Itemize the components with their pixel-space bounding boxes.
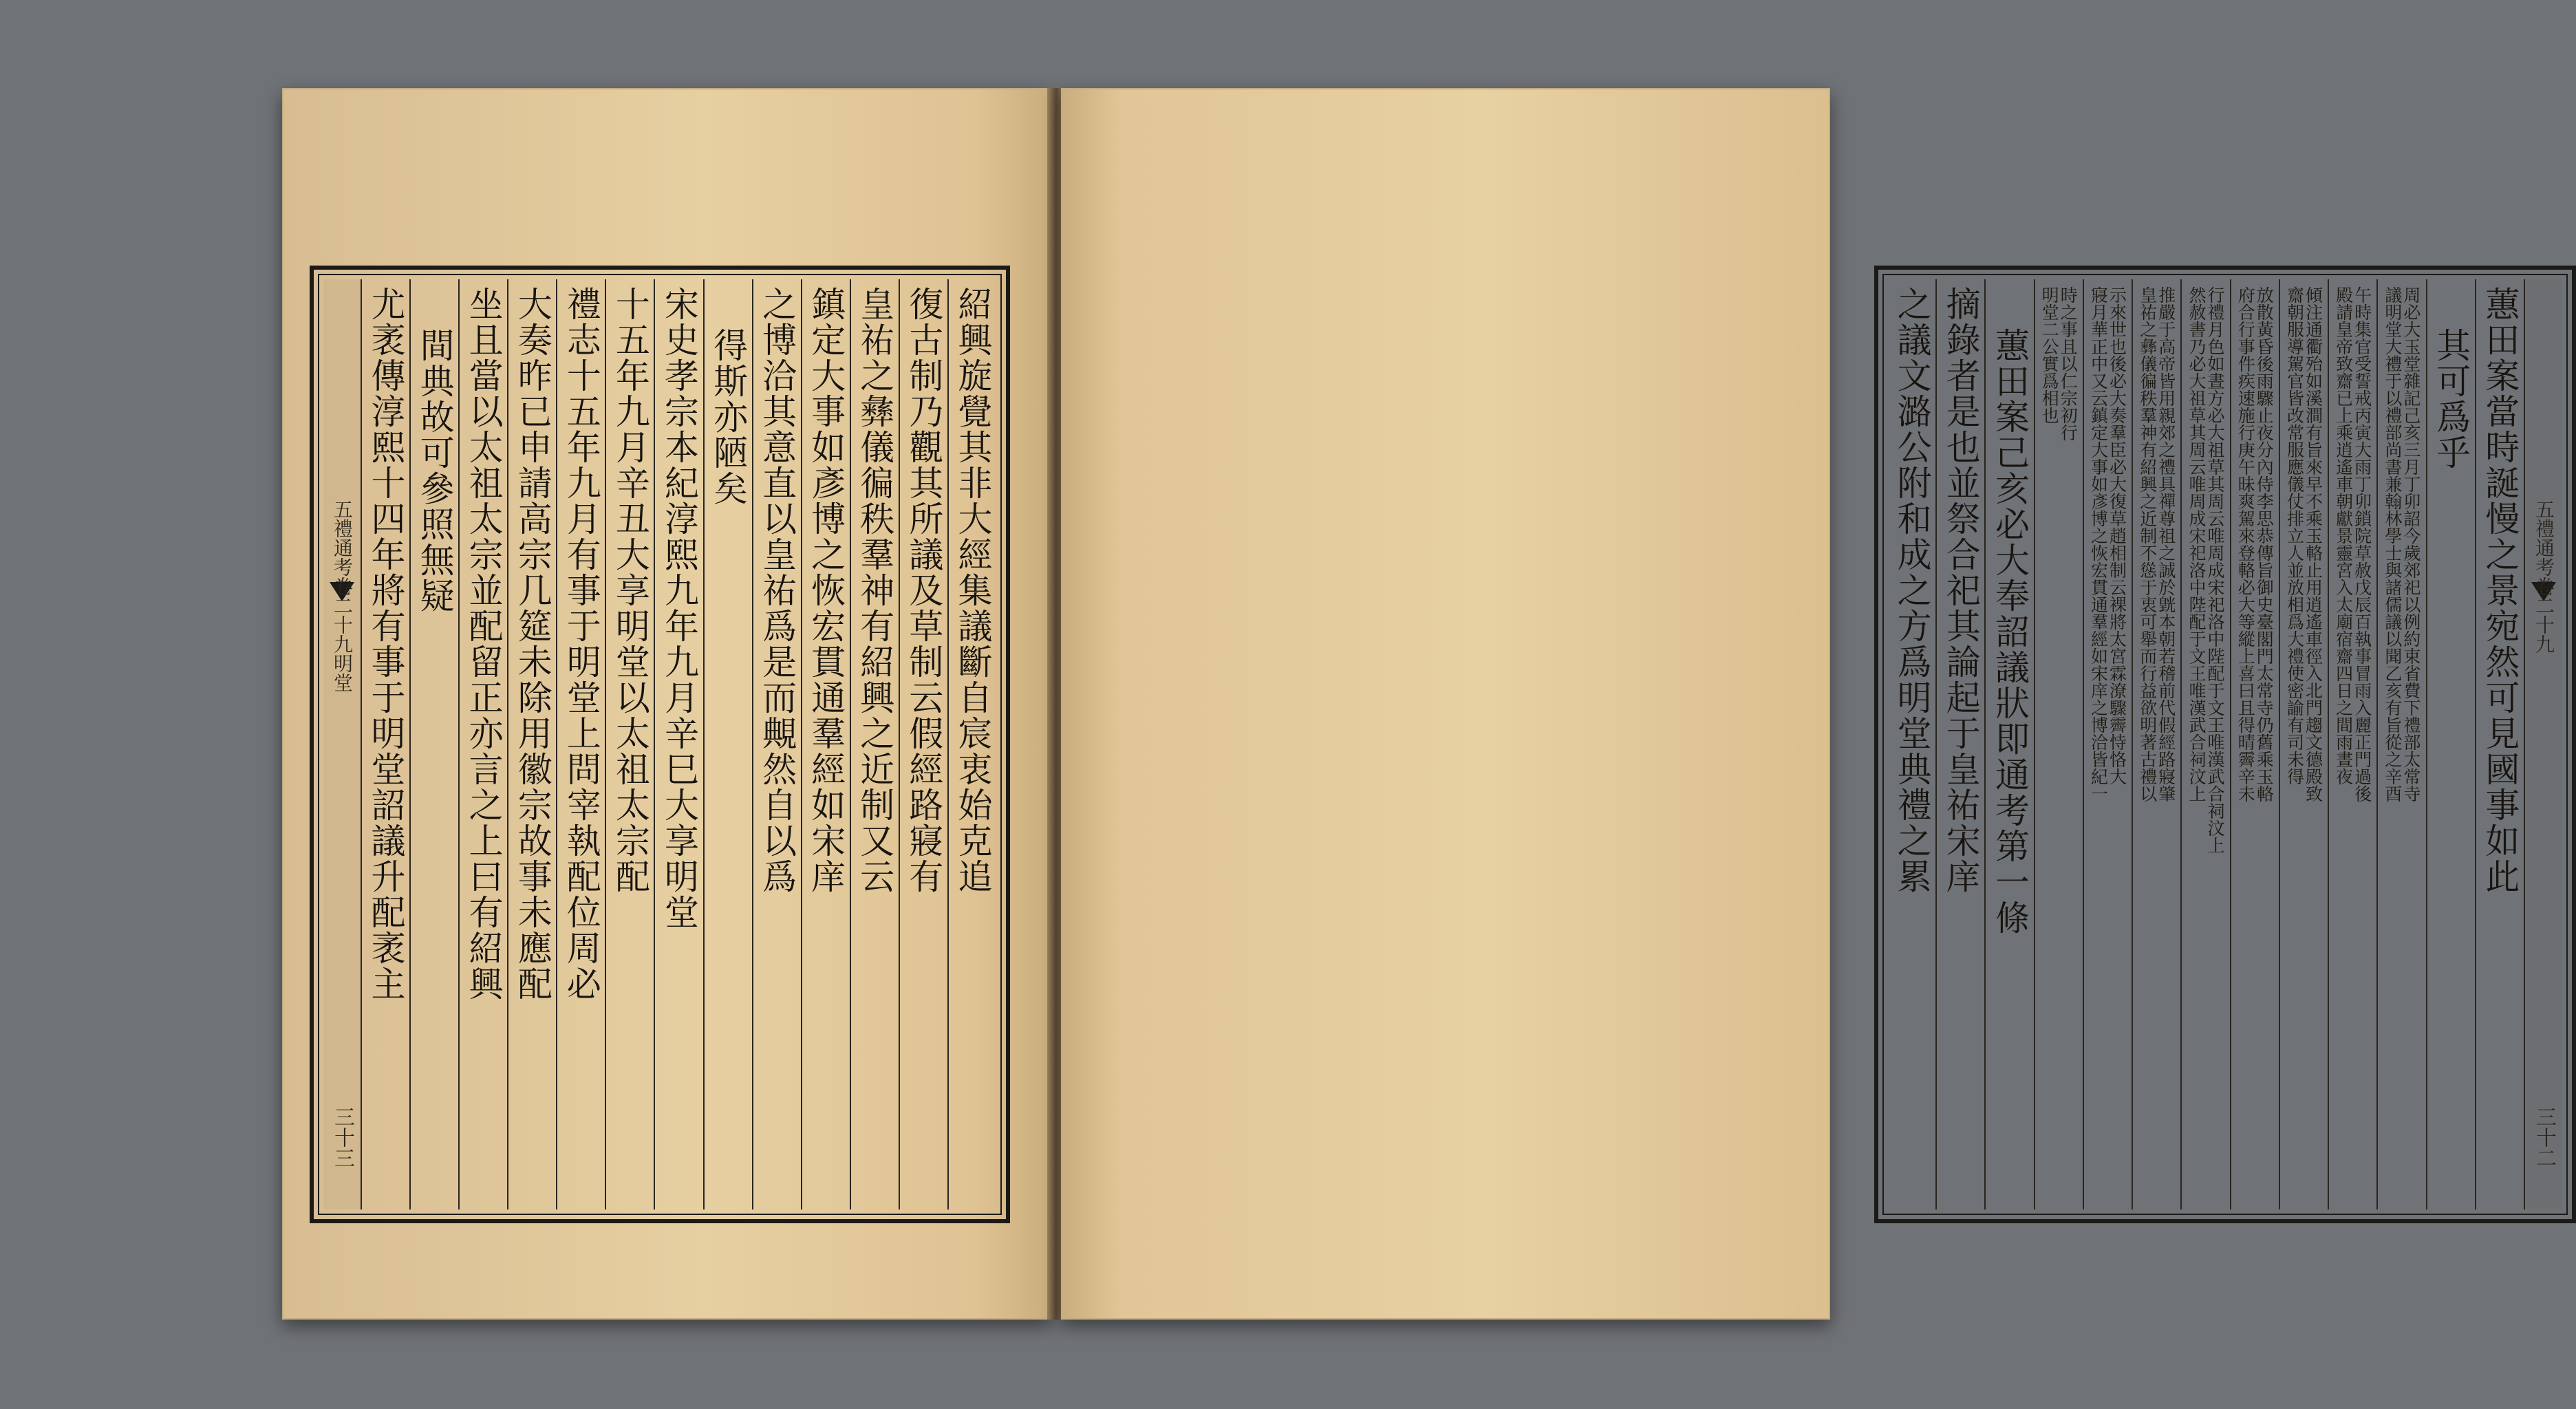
main-text-line: 蕙田案當時誕慢之景宛然可見國事如此 (2480, 286, 2520, 894)
commentary-left-line: 皇祐之彝儀徧秩羣神有紹興之近制不慫于衷可舉而行益欲明著古禮以 (2137, 286, 2158, 802)
commentary-double-line (2237, 286, 2273, 802)
text-column (2279, 279, 2328, 1209)
text-column (458, 279, 507, 1209)
commentary-left-line: 府合行事件疾速施行庚午昧爽駕來登輅必大等縱上喜曰且得晴霽辛未 (2235, 286, 2256, 802)
text-column (2475, 279, 2524, 1209)
main-text-line: 十五年九月辛丑大享明堂以太祖太宗配 (610, 286, 650, 894)
text-column (703, 279, 752, 1209)
commentary-right-line: 午時集官受誓戒丙寅大雨丁卯鎖院草赦戊辰百執事冒雨入麗正門過後 (2352, 286, 2372, 802)
left-text-frame (310, 266, 1010, 1223)
commentary-right-line: 推嚴于高帝皆用親郊之禮具禪尊祖之誠於皝本朝若稽前代假經路寢肇 (2156, 286, 2176, 802)
main-text-line: 禮志十五年九月有事于明堂上問宰執配位周必 (561, 286, 601, 1002)
commentary-right-line: 放散黃昏後雨驟止夜分內侍李思恭傳旨御史臺閣門太常寺仍舊乘玉輅 (2254, 286, 2275, 802)
main-text-line: 鎮定大事如彥博之恢宏貫通羣經如宋庠 (806, 286, 846, 894)
main-text-line: 摘錄者是也並祭合祀其論起于皇祐宋庠 (1940, 286, 1981, 894)
banxin-title: 五禮通考卷二十九明堂 (330, 499, 354, 692)
left-page (282, 88, 1051, 1320)
text-column (2180, 279, 2229, 1209)
text-column (556, 279, 605, 1209)
text-column (2083, 279, 2132, 1209)
main-text-line: 其可爲乎 (2431, 327, 2471, 471)
text-column (409, 279, 458, 1209)
commentary-double-line (2139, 286, 2175, 802)
banxin-column (323, 279, 361, 1209)
banxin-column (2524, 279, 2562, 1209)
folio-number: 三十二 (2532, 1106, 2556, 1168)
main-text-line: 宋史孝宗本紀淳熙九年九月辛巳大享明堂 (658, 286, 699, 930)
main-text-line: 之博洽其意直以皇祐爲是而覥然自以爲 (757, 286, 797, 894)
text-column (654, 279, 702, 1209)
text-column (361, 279, 409, 1209)
text-column (2426, 279, 2475, 1209)
main-text-line: 間典故可參照無疑 (414, 327, 455, 614)
text-column (752, 279, 801, 1209)
main-text-line: 復古制乃觀其所議及草制云假經路寢有 (903, 286, 944, 894)
commentary-double-line (2286, 286, 2321, 802)
commentary-double-line (2188, 286, 2224, 854)
commentary-left-line: 然赦書乃必大祖草其周云唯周成宋祀洛中陛配于文王唯漢武合祠汶上 (2186, 286, 2207, 802)
main-text-line: 蕙田案己亥必大奉詔議狀即通考第一條 (1990, 327, 2030, 936)
folio-number: 三十三 (330, 1106, 354, 1168)
banxin-title: 五禮通考卷二十九 (2533, 499, 2555, 654)
main-text-line: 大奏昨已申請高宗几筵未除用徽宗故事未應配 (512, 286, 552, 1002)
left-columns (323, 279, 996, 1209)
main-text-line: 之議文潞公附和成之方爲明堂典禮之累 (1891, 286, 1932, 894)
commentary-left-line: 齋朝服導駕官皆改常服應儀仗排立人並放相爲大禮使密諭有司未得 (2284, 286, 2305, 785)
text-column (2328, 279, 2376, 1209)
right-columns (1888, 279, 2562, 1209)
open-book (282, 88, 2556, 1320)
right-page (1061, 88, 2556, 1320)
text-column (1935, 279, 1984, 1209)
text-column (2034, 279, 2083, 1209)
text-column (507, 279, 556, 1209)
right-text-frame (1874, 266, 2576, 1223)
commentary-left-line: 寢月華正中又云鎮定大事如彥博之恢宏貫通羣經如宋庠之博洽皆紀一 (2088, 286, 2109, 802)
text-column (2230, 279, 2279, 1209)
commentary-right-line: 時之事且以仁宗初行 (2058, 286, 2079, 441)
text-column (1984, 279, 2033, 1209)
commentary-double-line (2090, 286, 2126, 802)
text-column (1888, 279, 1935, 1209)
main-text-line: 尤袤傳淳熙十四年將有事于明堂詔議升配袤主 (365, 286, 406, 1002)
text-column (947, 279, 996, 1209)
commentary-double-line (2384, 286, 2420, 802)
commentary-double-line (2039, 286, 2079, 441)
main-text-line: 皇祐之彝儀徧秩羣神有紹興之近制又云 (855, 286, 895, 894)
commentary-double-line (2335, 286, 2371, 802)
main-text-line: 紹興旋覺其非大經集議斷自宸衷始克追 (952, 286, 993, 894)
text-column (899, 279, 947, 1209)
text-column (605, 279, 654, 1209)
text-column (850, 279, 899, 1209)
commentary-left-line: 議明堂大禮于以禮部尚書兼翰林學士與諸儒議以聞乙亥有旨從之辛酉 (2382, 286, 2403, 802)
commentary-right-line: 示來世也後必大奏羣臣必大復草趙相制云裸將太宮霖潦驟霽恃恪大 (2107, 286, 2127, 785)
text-column (2376, 279, 2425, 1209)
commentary-right-line: 傾注通衢殆如溪澗有旨來早不乘玉輅止用逍遙車徑入北門趨文德殿致 (2303, 286, 2323, 802)
text-column (2132, 279, 2180, 1209)
commentary-right-line: 周必大玉堂雜記己亥三月丁卯詔今歲郊祀以例約束省費下禮部太常寺 (2401, 286, 2421, 802)
commentary-left-line: 明堂二公實爲相也 (2039, 286, 2060, 424)
main-text-line: 得斯亦陋矣 (708, 327, 749, 506)
text-column (801, 279, 850, 1209)
commentary-left-line: 殿請皇帝致齋已上乘逍遙車朝獻景靈宮入太廟宿齋四日之間雨晝夜 (2333, 286, 2354, 785)
main-text-line: 坐且當以太祖太宗並配留正亦言之上曰有紹興 (463, 286, 504, 1002)
commentary-right-line: 行禮月色如晝方必大祖草其周云唯周成宋祀洛中陛配于文王唯漢武合祠汶上 (2204, 286, 2225, 854)
